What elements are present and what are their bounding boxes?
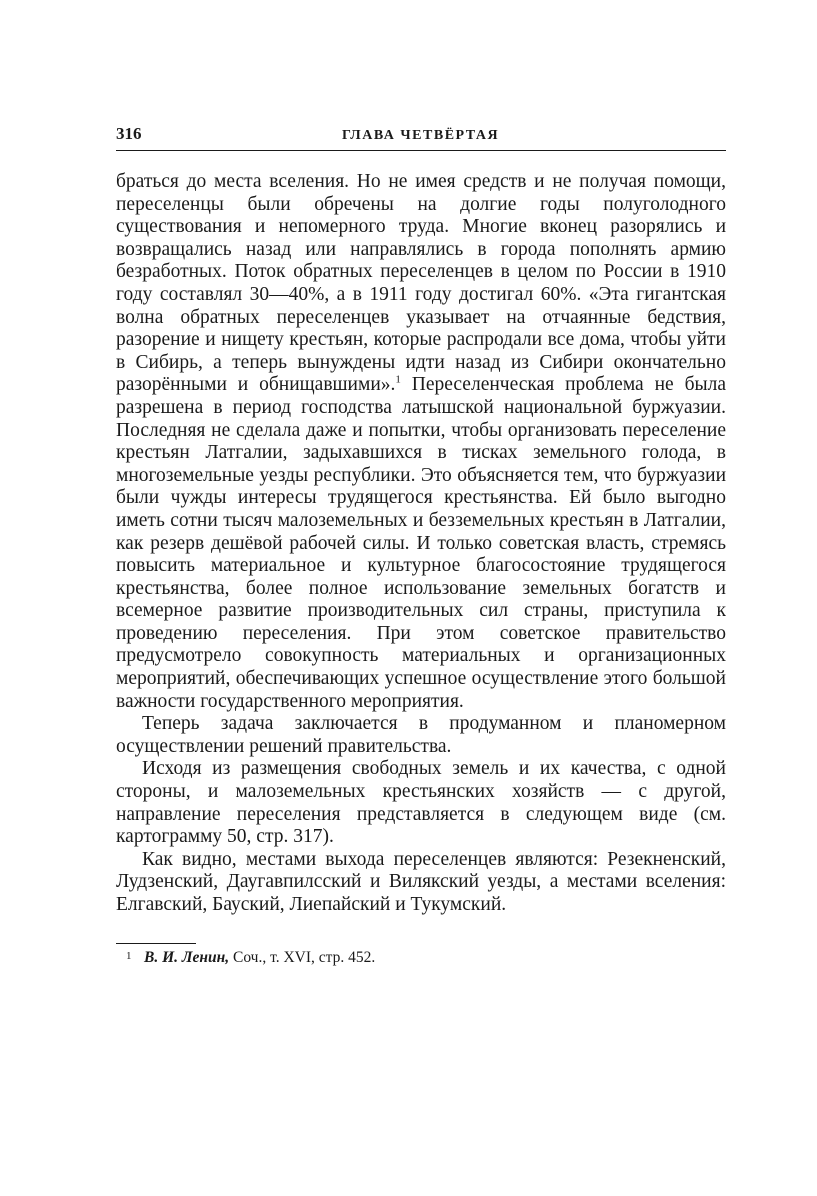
footnote-mark: 1	[126, 949, 132, 962]
header-rule	[116, 150, 726, 151]
paragraph-1	[116, 171, 726, 713]
page-header	[116, 124, 726, 148]
paragraph-4: Как видно, местами выхода переселенцев являются: Резекненский, Лудзенский, Даугавпилсский и Вилякский уезды, а местами вселения: Елгавский, Бауский, Лиепайский и Тукумский.	[116, 848, 726, 915]
page-number: 316	[116, 124, 142, 143]
footnote-author: В. И. Ленин,	[144, 948, 230, 966]
paragraph-1-part-b: Переселенческая проблема не была разрешена в период господства латышской национальной буржуазии. Последняя не сделала даже и попытки, чтобы организовать переселение крестьян Латгалии, задыхавшихся в тисках земельного голода, в многоземельные уезды республики. Это объясняется тем, что буржуазии были чужды интересы трудящегося крестьянства. Ей было выгодно иметь сотни тысяч малоземельных и безземельных крестьян в Латгалии, как резерв дешёвой рабочей силы. И только советская власть, стремясь повысить материальное и культурное благосостояние трудящегося крестьянства, более полное использование земельных богатств и всемерное развитие производительных сил страны, приступила к проведению переселения. При этом советское правительство предусмотрело совокупность материальных и организационных мероприятий, обеспечивающих успешное осуществление этого большой важности государственного мероприятия.	[116, 374, 726, 712]
book-page	[116, 124, 726, 968]
footnote-source: Соч., т. XVI, стр. 452.	[229, 948, 376, 966]
paragraph-1-part-a: браться до места вселения. Но не имея средств и не получая помощи, переселенцы были обречены на долгие годы полуголодного существования и непомерного труда. Многие вконец разорялись и возвращались назад или направлялись в города пополнять армию безработных. Поток обратных переселенцев в целом по России в 1910 году составлял 30—40%, а в 1911 году достигал 60%. «Эта гигантская волна обратных переселенцев указывает на отчаянные бедствия, разорение и нищету крестьян, которые распродали все дома, чтобы уйти в Сибирь, а теперь вынуждены идти назад из Сибири окончательно разорёнными и обнищавшими».	[116, 171, 726, 396]
main-text	[116, 171, 726, 917]
footnote-rule	[116, 943, 196, 944]
paragraph-2: Теперь задача заключается в продуманном и планомерном осуществлении решений правительства.	[116, 713, 726, 757]
footnote	[116, 948, 726, 968]
footnote-reference: 1	[395, 373, 401, 386]
running-head: ГЛАВА ЧЕТВЁРТАЯ	[342, 128, 500, 143]
paragraph-3: Исходя из размещения свободных земель и их качества, с одной стороны, и малоземельных крестьянских хозяйств — с другой, направление переселения представляется в следующем виде (см. картограмму 50, стр. 317).	[116, 758, 726, 848]
